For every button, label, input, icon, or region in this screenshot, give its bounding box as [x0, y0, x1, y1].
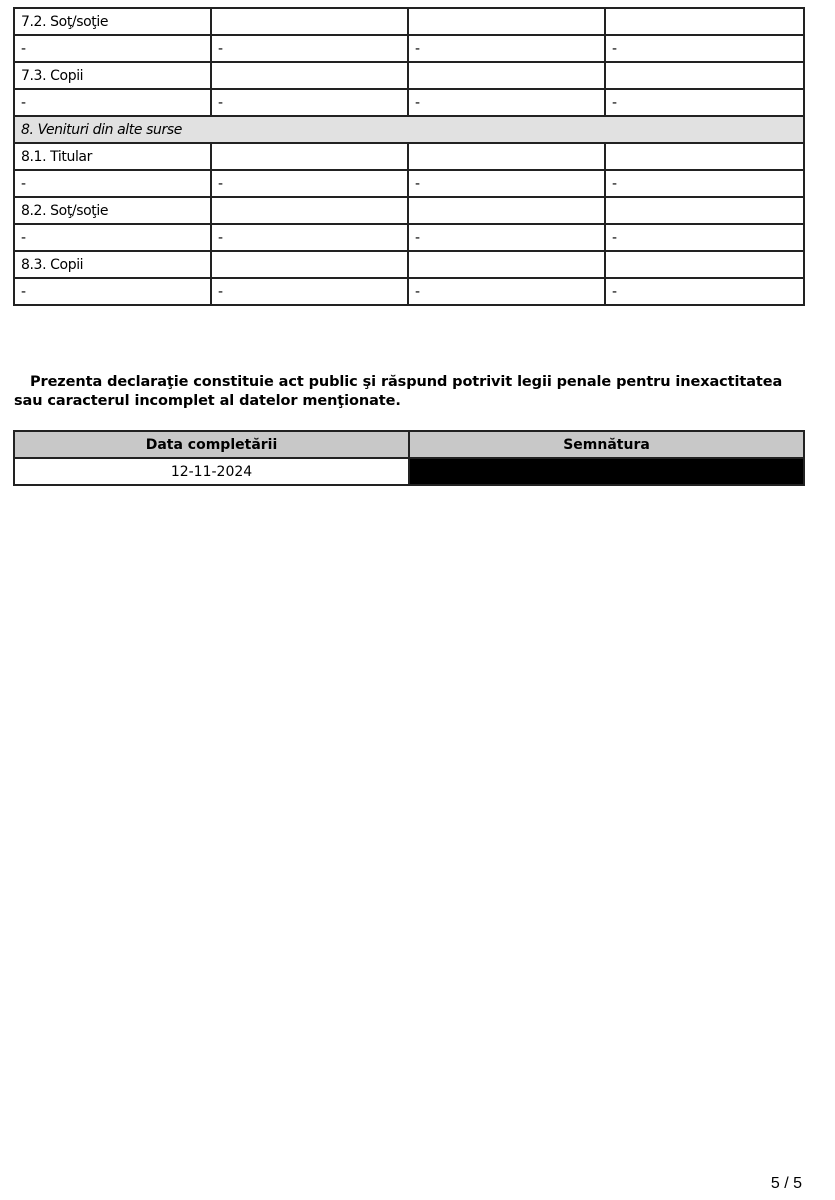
subsection-label: 7.3. Copii — [14, 62, 211, 89]
table-row — [14, 278, 804, 305]
declaration-statement: Prezenta declaraţie constituie act public şi răspund potrivit legii penale pentru inexactitatea sau caracterul incomplet al datelor menţionate. — [14, 373, 783, 409]
subsection-label: 8.1. Titular — [14, 143, 211, 170]
table-row — [14, 197, 804, 224]
signature-header: Semnătura — [409, 431, 804, 458]
table-cell: - — [605, 170, 804, 197]
table-row — [14, 143, 804, 170]
table-cell: - — [211, 278, 408, 305]
table-cell: - — [14, 35, 211, 62]
table-cell: - — [408, 278, 605, 305]
table-row — [14, 89, 804, 116]
table-cell: - — [14, 170, 211, 197]
signature-table — [13, 430, 805, 486]
table-row — [14, 35, 804, 62]
income-table — [13, 7, 805, 306]
section-title: 8. Venituri din alte surse — [14, 116, 804, 143]
table-cell: - — [14, 224, 211, 251]
table-cell: - — [408, 35, 605, 62]
redacted-signature — [409, 458, 804, 485]
table-row — [14, 8, 804, 35]
table-cell: - — [14, 89, 211, 116]
table-row — [14, 62, 804, 89]
table-cell: - — [605, 35, 804, 62]
table-row — [14, 170, 804, 197]
subsection-label: 8.3. Copii — [14, 251, 211, 278]
table-cell: - — [605, 278, 804, 305]
table-cell: - — [605, 89, 804, 116]
table-cell: - — [408, 224, 605, 251]
table-row — [14, 458, 804, 485]
subsection-label: 7.2. Soţ/soţie — [14, 8, 211, 35]
section-header-row — [14, 116, 804, 143]
table-row — [14, 224, 804, 251]
table-cell: - — [211, 35, 408, 62]
table-cell: - — [211, 170, 408, 197]
table-row — [14, 251, 804, 278]
table-cell: - — [211, 224, 408, 251]
subsection-label: 8.2. Soţ/soţie — [14, 197, 211, 224]
completion-date: 12-11-2024 — [14, 458, 409, 485]
table-header-row — [14, 431, 804, 458]
table-cell: - — [211, 89, 408, 116]
table-cell: - — [14, 278, 211, 305]
table-cell: - — [408, 89, 605, 116]
page-number: 5 / 5 — [770, 1175, 802, 1192]
table-cell: - — [408, 170, 605, 197]
table-cell: - — [605, 224, 804, 251]
date-header: Data completării — [14, 431, 409, 458]
